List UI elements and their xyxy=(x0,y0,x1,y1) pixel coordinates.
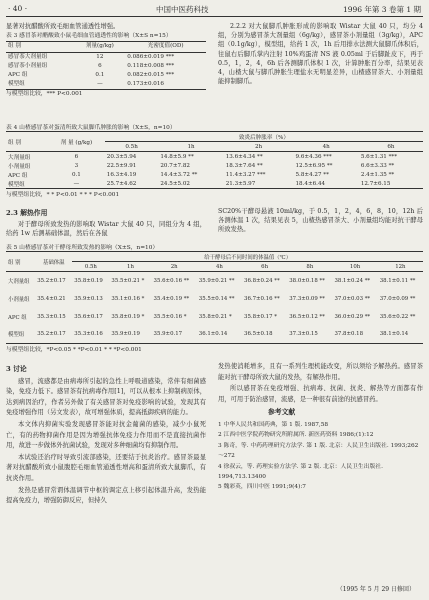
running-header xyxy=(6,4,423,16)
table5-time: 1h xyxy=(127,263,134,270)
mid-right-column xyxy=(218,207,423,236)
table5-group-header: 组 别 xyxy=(8,259,21,266)
table4-cell: 21.3±5.97 xyxy=(225,180,256,187)
table5-cell: 37.0±0.09 ** xyxy=(379,295,416,302)
table5-cell: 模型组 xyxy=(8,332,25,339)
discussion-paragraph: 本文体内抑菌实验发现感冒茶能对抗金葡菌的感染，减少小鼠死亡，有的药物抑菌作用是因为增强抗体免疫力作用而不是直接抗菌作用，故进一步做体外抗菌试验，发现对多种细菌均有抑制作用。 xyxy=(6,420,206,450)
table3-cell: 0.173±0.016 xyxy=(127,81,164,88)
references-heading: 参考文献 xyxy=(268,408,296,417)
table3-cell: 感冒茶小剂量组 xyxy=(8,62,48,69)
table5-cell: 35.9±0.19 xyxy=(111,331,140,338)
table4-dose-header: 剂 量 (g/kg) xyxy=(60,139,93,146)
table5-cell: 38.0±0.18 ** xyxy=(289,277,325,284)
table5-block xyxy=(6,242,423,353)
table5-cell: 38.1±0.14 xyxy=(379,331,409,338)
table5-cell: 38.1±0.11 ** xyxy=(379,277,416,284)
table4-title: 表 4 山楂感冒茶对蛋清所致大鼠脚爪肿胀的影响（X±S，n=10） xyxy=(6,125,176,131)
table5-cell: 35.5±0.21 * xyxy=(111,277,145,284)
table3-header: 组 别 xyxy=(8,43,21,50)
table4-time: 4h xyxy=(322,143,330,150)
table5-time: 8h xyxy=(306,263,314,270)
table5-cell: 36.1±0.14 xyxy=(198,331,228,338)
table4-cell: 14.4±3.72 ** xyxy=(160,171,198,178)
table5-time: 4h xyxy=(215,263,223,270)
discussion-paragraph: 发热是感冒常谓体温调节中枢的调定点上移引起体温升高，发热能提高免疫力，增强防御反应，但持久 xyxy=(6,486,206,505)
table3-note: 与模型组比较，*** P<0.001 xyxy=(6,91,83,98)
table4-note: 与模型组比较，* * P<0.01 * * * P<0.001 xyxy=(6,192,120,198)
table3-cell: APC 组 xyxy=(8,72,28,79)
table5-cell: 35.2±0.17 xyxy=(37,277,66,284)
table5-cell: 35.2±0.17 xyxy=(37,331,66,338)
section-2-3-heading: 2.3 解热作用 xyxy=(6,209,48,217)
table4-cell: 11.4±3.27 *** xyxy=(225,171,266,178)
discussion-heading: 3 讨论 xyxy=(6,365,27,373)
reference-list xyxy=(218,420,423,493)
table5 xyxy=(6,251,423,344)
table5-cell: 36.7±0.16 ** xyxy=(244,295,280,302)
table5-cell: 38.1±0.24 ** xyxy=(334,277,371,284)
table5-cell: 35.5±0.16 * xyxy=(153,313,187,320)
table5-cell: 36.5±0.18 xyxy=(244,331,273,338)
table5-span-header: 给干酵母后不同时间的体温值（℃） xyxy=(72,252,423,262)
table4-cell: 2.4±1.35 ** xyxy=(360,171,395,178)
lead-sentence: 显著对抗醋酸所致毛细血管通透性增强。 xyxy=(6,23,120,30)
table3-cell: 模型组 xyxy=(8,81,25,88)
table3-cell: 6 xyxy=(98,62,102,69)
right-top-paragraph xyxy=(218,22,423,86)
table5-time: 12h xyxy=(395,263,406,270)
reference-item: 1 中华人民共和国药典，第 1 版. 1987,58 xyxy=(218,421,329,428)
page-number: · 40 · xyxy=(8,4,28,13)
conclusion-column xyxy=(218,362,423,493)
table5-cell: 35.3±0.15 xyxy=(37,313,66,320)
mid-right-paragraph: SC20%干酵母悬液 10ml/kg，于 0.5，1，2，4，6，8，10，12h 后各测体温 1 次，结果见表 5，山楂热感冒茶大、小剂量组均能对抗干酵母所致发热。 xyxy=(218,208,423,234)
table4-cell: 20.7±7.82 xyxy=(160,162,190,169)
mid-left-paragraph xyxy=(6,220,206,238)
table5-cell: 35.8±0.21 * xyxy=(198,313,232,320)
table5-cell: 35.8±0.17 * xyxy=(244,313,277,320)
table4-time: 6h xyxy=(387,143,395,150)
table5-cell: 35.3±0.16 xyxy=(74,331,103,338)
table4-cell: 0.1 xyxy=(71,171,81,178)
table4-cell: 6 xyxy=(74,153,79,160)
table4-cell: 13.6±4.34 ** xyxy=(225,153,263,160)
section-2-2-2-text: 取 Wistar 大鼠 40 只，均分 4 组，分别为感冒茶大剂量组（6g/kg），感冒茶小剂量组（3g/kg），APC 组（0.1g/kg），模型组，给药 1 次，1h 后用排水法测大鼠脚爪体积后，往鼠右后脚爪掌内注射 10%鸡蛋清 NS 液 0.05ml 于后脚趾皮下，再于 0.5，1，2，4，6h 后各测脚爪体积 1 次，计算肿胀百分率，结果见表 4，山楂大鼠与脚爪肿胀生理盐水无明显差异，山楂感冒茶大、小剂量组能抑制脚爪。 xyxy=(218,23,423,86)
table5-cell: 35.9±0.17 xyxy=(153,331,183,338)
table4-cell: 18.4±6.44 xyxy=(295,180,326,187)
table5-cell: 35.1±0.16 * xyxy=(111,295,145,302)
table3-header: 剂量(g/kg) xyxy=(85,43,114,50)
table5-cell: 37.3±0.15 xyxy=(289,331,318,338)
table4-cell: 12.7±6.15 xyxy=(360,180,391,187)
table3 xyxy=(6,41,206,90)
discussion-column xyxy=(6,362,206,508)
table4-cell: 模型组 xyxy=(8,181,25,188)
table5-time: 2h xyxy=(170,263,178,270)
table4-cell: 16.3±4.19 xyxy=(106,171,137,178)
table3-cell: 感冒茶大剂量组 xyxy=(8,53,48,60)
received-date: （1995 年 5 月 29 日修回） xyxy=(336,586,415,593)
table5-title: 表 5 山楂感冒茶对干酵母所致发热的影响（X±S，n=10） xyxy=(6,245,159,251)
table4-cell: 小剂量组 xyxy=(8,163,31,170)
table3-cell: 0.1 xyxy=(95,72,105,79)
table5-cell: 35.5±0.14 ** xyxy=(198,295,235,302)
section-2-3-subheading: 对于酵母所致发热的影响 xyxy=(18,221,90,229)
table5-time: 6h xyxy=(261,263,269,270)
table4-cell: 18.3±7.64 ** xyxy=(225,162,263,169)
table5-base-header: 基础体温 xyxy=(42,259,65,266)
table3-title: 表 3 感冒茶对醋酸致小鼠毛细血管通透性的影响（X±S n=15） xyxy=(6,33,172,40)
table3-cell: 0.086±0.019 *** xyxy=(127,53,175,60)
conclusion-paragraph: 发热使消耗增多，且有一系列生理机能改变，所以须给予解热药。感冒茶能对抗干酵母所致大鼠的发热，有解热作用。 xyxy=(218,363,423,381)
table4-cell: 12.5±6.95 ** xyxy=(295,162,333,169)
journal-name: 中国中医药科技 xyxy=(156,5,209,14)
table4-cell: 14.8±5.9 ** xyxy=(160,153,194,160)
table4-time: 0.5h xyxy=(125,143,138,150)
table3-cell: 0.118±0.008 *** xyxy=(127,62,175,69)
table5-time: 0.5h xyxy=(84,263,97,270)
table5-cell: 35.9±0.21 ** xyxy=(198,277,235,284)
left-top-column xyxy=(6,22,206,100)
table4 xyxy=(6,131,423,189)
table5-cell: 36.5±0.12 ** xyxy=(289,313,325,320)
table4-cell: 20.3±5.94 xyxy=(106,153,137,160)
table4-time: 2h xyxy=(255,143,263,150)
table3-cell: — xyxy=(97,81,103,88)
table5-cell: 35.4±0.19 ** xyxy=(153,295,190,302)
mid-left-column xyxy=(6,207,206,240)
table5-cell: 35.6±0.17 xyxy=(74,313,103,320)
table4-cell: 9.6±4.36 *** xyxy=(295,153,332,160)
section-2-2-2-heading: 2.2.2 对大鼠脚爪肿胀形成的影响 xyxy=(230,23,331,30)
table5-cell: 大剂量组 xyxy=(8,278,30,285)
table5-cell: 36.8±0.24 ** xyxy=(244,277,280,284)
table4-span-header: 致炎后肿胀率（%） xyxy=(105,132,423,142)
reference-item: 2 江西中医学院药物研究所附属所. 新医药资料 1986;(1):12 xyxy=(218,432,374,439)
table4-cell: 24.5±5.02 xyxy=(160,180,190,187)
table5-cell: 35.8±0.19 * xyxy=(111,313,145,320)
table5-cell: 37.8±0.18 xyxy=(334,331,364,338)
table5-time: 10h xyxy=(349,263,361,270)
table4-cell: APC 组 xyxy=(8,172,28,179)
table4-group-header: 组 别 xyxy=(8,139,21,146)
table5-cell: 35.4±0.21 xyxy=(37,295,66,302)
table4-cell: 3 xyxy=(74,162,79,169)
table5-cell: 小剂量组 xyxy=(8,296,30,303)
discussion-paragraph: 感冒，流感都是由病毒所引起的急性上呼吸道感染，常伴有细菌感染，免疫力低下。感冒茶有抗病毒作用[1]，可以从根本上抑制病原体，达到病因治疗，作者另外做了有关感冒茶对免疫影响的试验，发现其有免疫增强作用（另文发表），故可增强体质，提高抵御疾病的能力。 xyxy=(6,377,206,417)
reference-item: 4 徐叔云，等. 药理实验方法学. 第 2 版. 北京：人民卫生出版社. 1994,713.13400 xyxy=(218,463,383,480)
table4-cell: 大剂量组 xyxy=(8,154,31,161)
table5-cell: 35.8±0.19 xyxy=(74,277,103,284)
conclusion-paragraph: 所以感冒茶在免疫增强、抗病毒、抗菌、抗炎、解热等方面都有作用，可用于防治感冒，流感，是一种很有前途的抗感冒药。 xyxy=(218,385,423,403)
table5-cell: 37.0±0.03 ** xyxy=(334,295,371,302)
discussion-paragraph: 本试验还治疗时导致引流部感染，还要结于抗炎治疗。感冒茶最显著对抗醋酸所致小鼠腹腔毛细血管通透性增高和蛋清所致大鼠脚爪，有抗炎作用。 xyxy=(6,453,206,482)
table4-cell: 5.6±1.31 *** xyxy=(360,153,398,160)
table4-cell: 22.5±9.91 xyxy=(106,162,137,169)
header-rule xyxy=(6,16,423,17)
table5-cell: 37.3±0.09 ** xyxy=(289,295,325,302)
table5-cell: 35.6±0.22 ** xyxy=(379,313,416,320)
table4-block xyxy=(6,122,423,198)
table4-cell: 5.8±4.27 ** xyxy=(295,171,329,178)
reference-item: 3 陈奇，等. 中药药理研究方法学. 第 1 版. 北京：人民卫生出版社. 1993;262～272 xyxy=(218,442,419,460)
table5-cell: 36.0±0.29 ** xyxy=(334,313,371,320)
table3-header: 光密度值(OD) xyxy=(147,43,184,50)
right-top-column xyxy=(218,22,423,87)
table4-cell: — xyxy=(73,180,80,187)
table3-cell: 0.082±0.015 *** xyxy=(127,72,175,79)
table4-time: 1h xyxy=(187,143,195,150)
table5-note: 与模型组比较，*P<0.05 * *P<0.01 * * *P<0.001 xyxy=(6,347,142,353)
table5-cell: 35.9±0.13 xyxy=(74,295,103,302)
reference-item: 5 魏彩英，四川中医 1991;9(4):7 xyxy=(218,484,306,491)
section-2-3-text: 取 Wistar 大鼠 40 只，同组分为 4 组，给药 1w 后测基础体温，然后在各鼠 xyxy=(6,221,207,238)
table3-cell: 12 xyxy=(96,53,104,60)
table5-cell: 35.6±0.16 ** xyxy=(153,277,190,284)
table4-cell: 6.6±3.33 ** xyxy=(360,162,395,169)
issue-info: 1996 年第 3 卷第 1 期 xyxy=(342,5,421,14)
table4-cell: 25.7±4.62 xyxy=(106,180,137,187)
table5-cell: APC 组 xyxy=(8,314,27,321)
